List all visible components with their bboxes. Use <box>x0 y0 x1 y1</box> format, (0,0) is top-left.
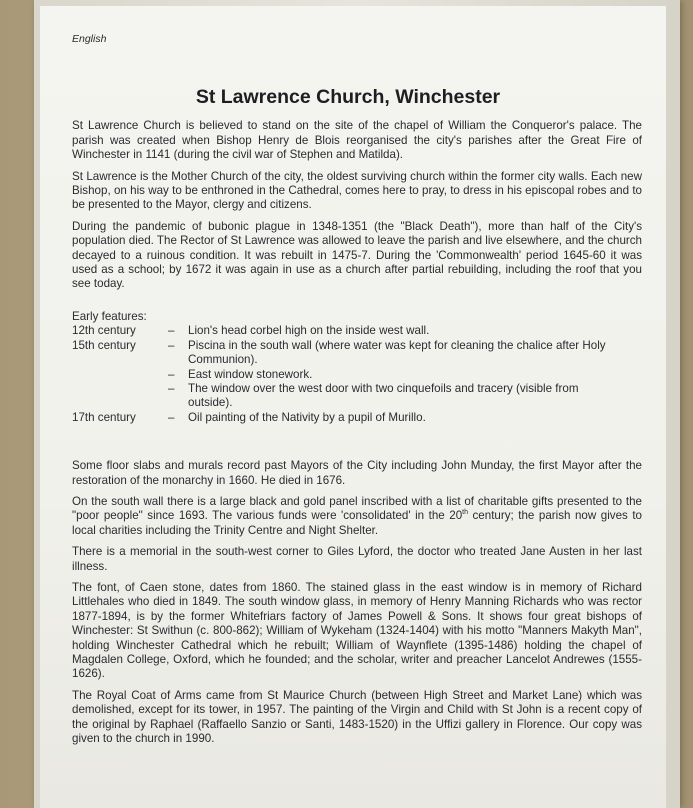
language-label: English <box>72 33 107 45</box>
feature-row <box>72 368 642 382</box>
paragraph-charitable-gifts <box>72 495 642 538</box>
feature-text: The window over the west door with two cinquefoils and tracery (visible from outside). <box>188 381 579 410</box>
feature-century <box>72 382 168 411</box>
paragraph-black-death: During the pandemic of bubonic plague in 1348-1351 (the "Black Death"), more than half of the City's population died. The Rector of St Lawrence was allowed to leave the parish and live elsewhere, and the church decayed to a ruinous condition. It was rebuilt in 1475-7. During the 'Commonwealth' period 1645-60 it was used as a school; by 1672 it was again in use as a church after partial rebuilding, including the roof that you see today. <box>72 219 642 291</box>
feature-dash: – <box>168 381 175 395</box>
century-superscript: th <box>462 509 468 517</box>
feature-row <box>72 324 642 338</box>
feature-century: 12th century <box>72 324 136 338</box>
page-title: St Lawrence Church, Winchester <box>195 86 501 109</box>
early-features-heading: Early features: <box>72 309 147 323</box>
paragraph-mayors: Some floor slabs and murals record past Mayors of the City including John Munday, the first Mayor after the restoration of the monarchy in 1660. He died in 1676. <box>72 459 642 487</box>
feature-dash: – <box>168 338 175 352</box>
paragraph-coat-of-arms: The Royal Coat of Arms came from St Maurice Church (between High Street and Market Lane) which was demolished, except for its tower, in 1957. The painting of the Virgin and Child with St John is a recent copy of the original by Raphael (Raffaello Sanzio or Santi, 1483-1520) in the Uffizi gallery in Florence. Our copy was given to the church in 1990. <box>72 688 642 746</box>
feature-century <box>72 368 168 382</box>
paragraph-history-origin: St Lawrence Church is believed to stand on the site of the chapel of William the Conqueror's palace. The parish was created when Bishop Henry de Blois reorganised the city's parishes after the Great Fire of Winchester in 1141 (during the civil war of Stephen and Matilda). <box>72 119 642 162</box>
paragraph-mother-church: St Lawrence is the Mother Church of the city, the oldest surviving church within the former city walls. Each new Bishop, on his way to be enthroned in the Cathedral, comes here to pray, to dress in his episcopal robes and to be presented to the Mayor, clergy and citizens. <box>72 169 642 212</box>
paragraph-font-and-glass: The font, of Caen stone, dates from 1860. The stained glass in the east window is in memory of Richard Littlehales who died in 1849. The south window glass, in memory of Henry Manning Richards who was rector 1877-1894, is by the former Whitefriars factory of James Powell & Sons. It shows four great bishops of Winchester: St Swithun (c. 800-862); William of Wykeham (1324-1404) with his motto "Manners Makyth Man", holding Winchester Cathedral which he rebuilt; William of Waynflete (1395-1486) holding the chapel of Magdalen College, Oxford, which he founded; and the scholar, writer and preacher Lancelot Andrewes (1555-1626). <box>72 580 642 681</box>
paragraph-memorial: There is a memorial in the south-west corner to Giles Lyford, the doctor who treated Jane Austen in her last illness. <box>72 545 642 573</box>
feature-row <box>72 382 642 411</box>
information-sheet <box>40 6 666 808</box>
feature-text: Oil painting of the Nativity by a pupil of Murillo. <box>188 410 426 424</box>
feature-century: 17th century <box>72 410 136 424</box>
charity-text-end: century; the parish now gives to local charities including the Trinity Centre and Night Shelter. <box>72 509 643 537</box>
feature-century: 15th century <box>72 338 136 352</box>
feature-dash: – <box>168 410 175 424</box>
feature-dash: – <box>168 324 175 338</box>
feature-text: East window stonework. <box>188 367 313 381</box>
feature-row <box>72 339 642 368</box>
feature-text: Lion's head corbel high on the inside west wall. <box>188 324 430 338</box>
charity-text-start: On the south wall there is a large black and gold panel inscribed with a list of charitable gifts presented to the "poor people" since 1693. The various funds were 'consolidated' in the 20 <box>72 494 642 523</box>
feature-text: Piscina in the south wall (where water was kept for cleaning the chalice after Holy Communion). <box>188 338 606 367</box>
feature-dash: – <box>168 367 175 381</box>
feature-row <box>72 411 642 425</box>
early-features-list <box>72 310 642 425</box>
